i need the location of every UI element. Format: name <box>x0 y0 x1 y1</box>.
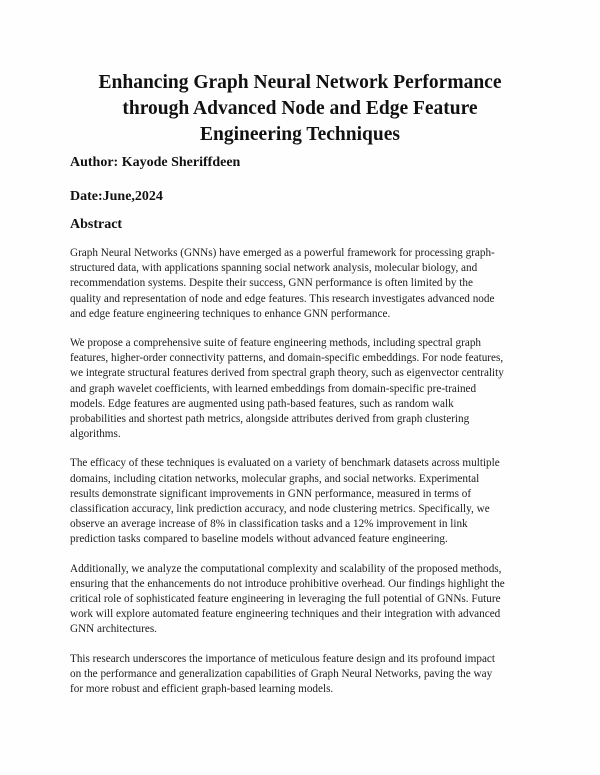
title-line: Enhancing Graph Neural Network Performance <box>98 72 502 93</box>
text-line: observe an average increase of 8% in classification tasks and a 12% improvement in link <box>70 518 468 531</box>
abstract-paragraph-1 <box>70 246 540 322</box>
title-line: Engineering Techniques <box>200 124 400 145</box>
text-line: probabilities and shortest path metrics, alongside attributes derived from graph clustering <box>70 413 470 426</box>
text-line: and edge feature engineering techniques to enhance GNN performance. <box>70 307 391 320</box>
text-line: structured data, with applications spanning social network analysis, molecular biology, and <box>70 262 478 275</box>
text-line: for more robust and efficient graph-based learning models. <box>70 683 334 696</box>
text-line: ensuring that the enhancements do not introduce prohibitive overhead. Our findings highlight the <box>70 577 505 590</box>
text-line: critical role of sophisticated feature engineering in leveraging the full potential of GNNs. Future <box>70 593 501 606</box>
text-line: work will explore automated feature engineering techniques and their integration with advanced <box>70 608 501 621</box>
text-line: we integrate structural features derived from spectral graph theory, such as eigenvector centrality <box>70 367 504 380</box>
text-line: models. Edge features are augmented using path-based features, such as random walk <box>70 397 454 410</box>
abstract-heading: Abstract <box>70 217 123 232</box>
abstract-paragraph-3 <box>70 456 540 547</box>
text-line: domains, including citation networks, molecular graphs, and social networks. Experimental <box>70 472 480 485</box>
text-line: classification accuracy, link prediction accuracy, and node clustering metrics. Specifically, we <box>70 503 490 516</box>
text-line: The efficacy of these techniques is evaluated on a variety of benchmark datasets across multiple <box>70 457 500 470</box>
text-line: algorithms. <box>70 428 121 441</box>
text-line: features, higher-order connectivity patterns, and domain-specific embeddings. For node features, <box>70 352 504 365</box>
date-line: Date:June,2024 <box>70 189 163 204</box>
text-line: Additionally, we analyze the computational complexity and scalability of the proposed methods, <box>70 562 502 575</box>
text-line: and graph wavelet coefficients, with learned embeddings from domain-specific pre-trained <box>70 382 477 395</box>
abstract-paragraph-5 <box>70 652 540 698</box>
text-line: prediction tasks compared to baseline models without advanced feature engineering. <box>70 533 448 546</box>
text-line: results demonstrate significant improvements in GNN performance, measured in terms of <box>70 487 472 500</box>
text-line: Graph Neural Networks (GNNs) have emerged as a powerful framework for processing graph- <box>70 247 495 259</box>
text-line: recommendation systems. Despite their success, GNN performance is often limited by the <box>70 277 473 290</box>
author-line: Author: Kayode Sheriffdeen <box>70 155 241 170</box>
text-line: quality and representation of node and edge features. This research investigates advanced node <box>70 292 495 305</box>
abstract-paragraph-4 <box>70 562 540 638</box>
paper-title <box>60 70 540 148</box>
text-line: This research underscores the importance of meticulous feature design and its profound impact <box>70 652 495 665</box>
text-line: We propose a comprehensive suite of feature engineering methods, including spectral graph <box>70 337 482 350</box>
abstract-paragraph-2 <box>70 336 540 442</box>
title-line: through Advanced Node and Edge Feature <box>122 98 478 119</box>
text-line: GNN architectures. <box>70 623 157 636</box>
text-line: on the performance and generalization capabilities of Graph Neural Networks, paving the way <box>70 667 493 680</box>
abstract-body <box>70 246 540 711</box>
